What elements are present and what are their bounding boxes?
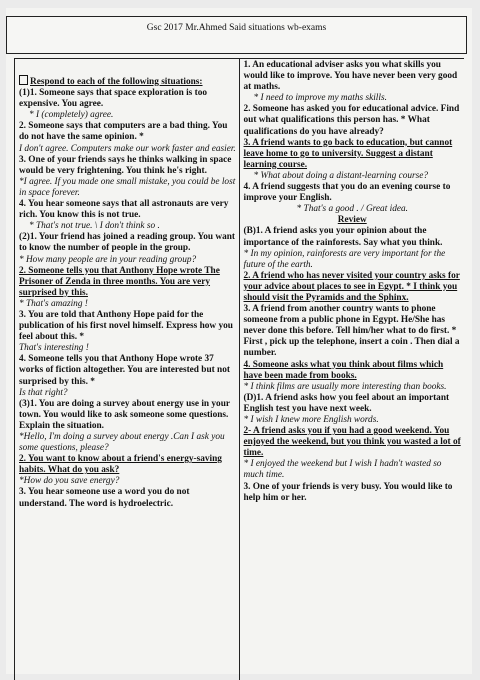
item-text: * I enjoyed the weekend but I wish I hadn't wasted so much time. xyxy=(243,459,442,481)
question-text xyxy=(244,426,462,459)
question-text xyxy=(244,271,462,304)
question-text xyxy=(19,75,237,88)
answer-line xyxy=(19,177,237,199)
answer-line xyxy=(244,93,462,104)
question-text xyxy=(19,121,237,143)
item-text: That's interesting ! xyxy=(19,343,89,354)
item-text: (1)1. Someone says that space exploration is too expensive. You agree. xyxy=(19,88,207,110)
item-text: 3. You hear someone use a word you do not understand. The word is hydroelectric. xyxy=(19,487,190,509)
answer-line xyxy=(19,388,237,399)
item-text: 3. One of your friends is very busy. You would like to help him or her. xyxy=(243,481,453,503)
item-text: 3. One of your friends says he thinks walking in space would be very frightening. You think he's right. xyxy=(19,154,232,176)
question-text xyxy=(19,232,237,254)
item-text: (3)1. You are doing a survey about energy use in your town. You would like to ask someone some questions. Explain the situation. xyxy=(19,398,230,431)
item-text: 2. A friend who has never visited your country asks for your advice about places to see in Egypt. * I think you should visit the Pyramids and the Sphinx. xyxy=(243,270,460,303)
question-text xyxy=(244,60,462,93)
item-text: Is that right? xyxy=(19,387,68,398)
item-text: 2- A friend asks you if you had a good weekend. You enjoyed the weekend, but you think you wasted a lot of time. xyxy=(243,426,461,459)
question-text xyxy=(244,215,462,226)
worksheet-body xyxy=(14,58,464,680)
left-column xyxy=(15,59,240,680)
answer-line xyxy=(244,249,462,271)
item-text: * What about doing a distant-learning course? xyxy=(253,170,429,181)
answer-line xyxy=(19,432,237,454)
question-text xyxy=(244,182,462,204)
item-text: * I wish I knew more English words. xyxy=(243,415,379,425)
item-text: *Hello, I'm doing a survey about energy .Can I ask you some questions, please? xyxy=(19,432,225,454)
question-text xyxy=(244,138,462,171)
question-text xyxy=(19,155,237,177)
answer-line xyxy=(19,110,237,121)
item-text: I don't agree. Computers make our work faster and easier. xyxy=(19,143,236,154)
item-text: * In my opinion, rainforests are very important for the future of the earth. xyxy=(243,248,446,270)
answer-line xyxy=(244,382,462,393)
question-text xyxy=(244,393,462,415)
item-text: 4. Someone tells you that Anthony Hope wrote 37 works of fiction altogether. You are interested but not surprised by this. * xyxy=(19,354,230,387)
question-text xyxy=(244,360,462,382)
item-text: * That's a good . / Great idea. xyxy=(296,204,408,215)
item-text: *How do you save energy? xyxy=(19,476,120,487)
question-text xyxy=(244,226,462,248)
section-mark-icon xyxy=(19,75,28,85)
right-column xyxy=(240,59,465,680)
item-text: 1. An educational adviser asks you what skills you would like to improve. You have never been very good at maths. xyxy=(243,60,458,93)
answer-line xyxy=(244,171,462,182)
item-text: Review xyxy=(337,215,367,226)
item-text: 2. Someone says that computers are a bad thing. You do not have the same opinion. * xyxy=(19,121,228,143)
item-text: (B)1. A friend asks you your opinion about the importance of the rainforests. Say what you think. xyxy=(243,226,443,248)
item-text: 4. A friend suggests that you do an evening course to improve your English. xyxy=(243,182,451,204)
item-text: * That's not true. \ I don't think so . xyxy=(29,221,160,232)
answer-line xyxy=(19,221,237,232)
item-text: (2)1. Your friend has joined a reading group. You want to know the number of people in the group. xyxy=(19,232,236,254)
question-text xyxy=(19,88,237,110)
item-text: 2. Someone tells you that Anthony Hope wrote The Prisoner of Zenda in three months. You are very surprised by this. xyxy=(19,265,220,298)
item-text: *I agree. If you made one small mistake, you could be lost in space forever. xyxy=(19,176,236,198)
answer-line xyxy=(244,459,462,481)
item-text: 3. You are told that Anthony Hope paid for the publication of his first novel himself. Express how you feel about this. * xyxy=(19,309,233,343)
page-title: Gsc 2017 Mr.Ahmed Said situations wb-exams xyxy=(146,23,327,33)
question-text xyxy=(19,354,237,387)
item-text: 2. Someone has asked you for educational advice. Find out what qualifications this person has. * What qualifications do you have already? xyxy=(243,104,460,137)
answer-line xyxy=(19,144,237,155)
item-text: 3. A friend wants to go back to education, but cannot leave home to go to university. Suggest a distant learning course. xyxy=(243,137,453,170)
item-text: * How many people are in your reading group? xyxy=(19,254,197,265)
question-text xyxy=(19,454,237,476)
question-text xyxy=(19,310,237,343)
question-text xyxy=(19,487,237,509)
item-text: 4. You hear someone says that all astronauts are very rich. You know this is not true. xyxy=(19,199,229,221)
answer-line xyxy=(19,255,237,266)
item-text: * I think films are usually more interesting than books. xyxy=(243,381,447,392)
item-text: 4. Someone asks what you think about films which have been made from books. xyxy=(243,359,444,381)
item-text: (D)1. A friend asks how you feel about an important English test you have next week. xyxy=(243,392,450,414)
answer-line xyxy=(244,204,462,215)
question-text xyxy=(244,482,462,504)
question-text xyxy=(244,104,462,137)
answer-line xyxy=(19,299,237,310)
question-text xyxy=(19,399,237,432)
answer-line xyxy=(19,343,237,354)
question-text xyxy=(244,304,462,359)
item-text: Respond to each of the following situations: xyxy=(30,77,203,87)
item-text: * That's amazing ! xyxy=(19,298,88,309)
item-text: 2. You want to know about a friend's energy-saving habits. What do you ask? xyxy=(19,454,222,476)
question-text xyxy=(19,266,237,299)
header-box xyxy=(6,16,467,54)
item-text: * I (completely) agree. xyxy=(29,110,114,121)
answer-line xyxy=(244,415,462,426)
question-text xyxy=(19,199,237,221)
item-text: 3. A friend from another country wants to phone someone from a public phone in Egypt. He/She has never done this before. Tell him/her what to do first. * First , pick up the telephone, insert a coin . Then dial a number. xyxy=(243,304,460,359)
answer-line xyxy=(19,476,237,487)
item-text: * I need to improve my maths skills. xyxy=(253,93,387,104)
